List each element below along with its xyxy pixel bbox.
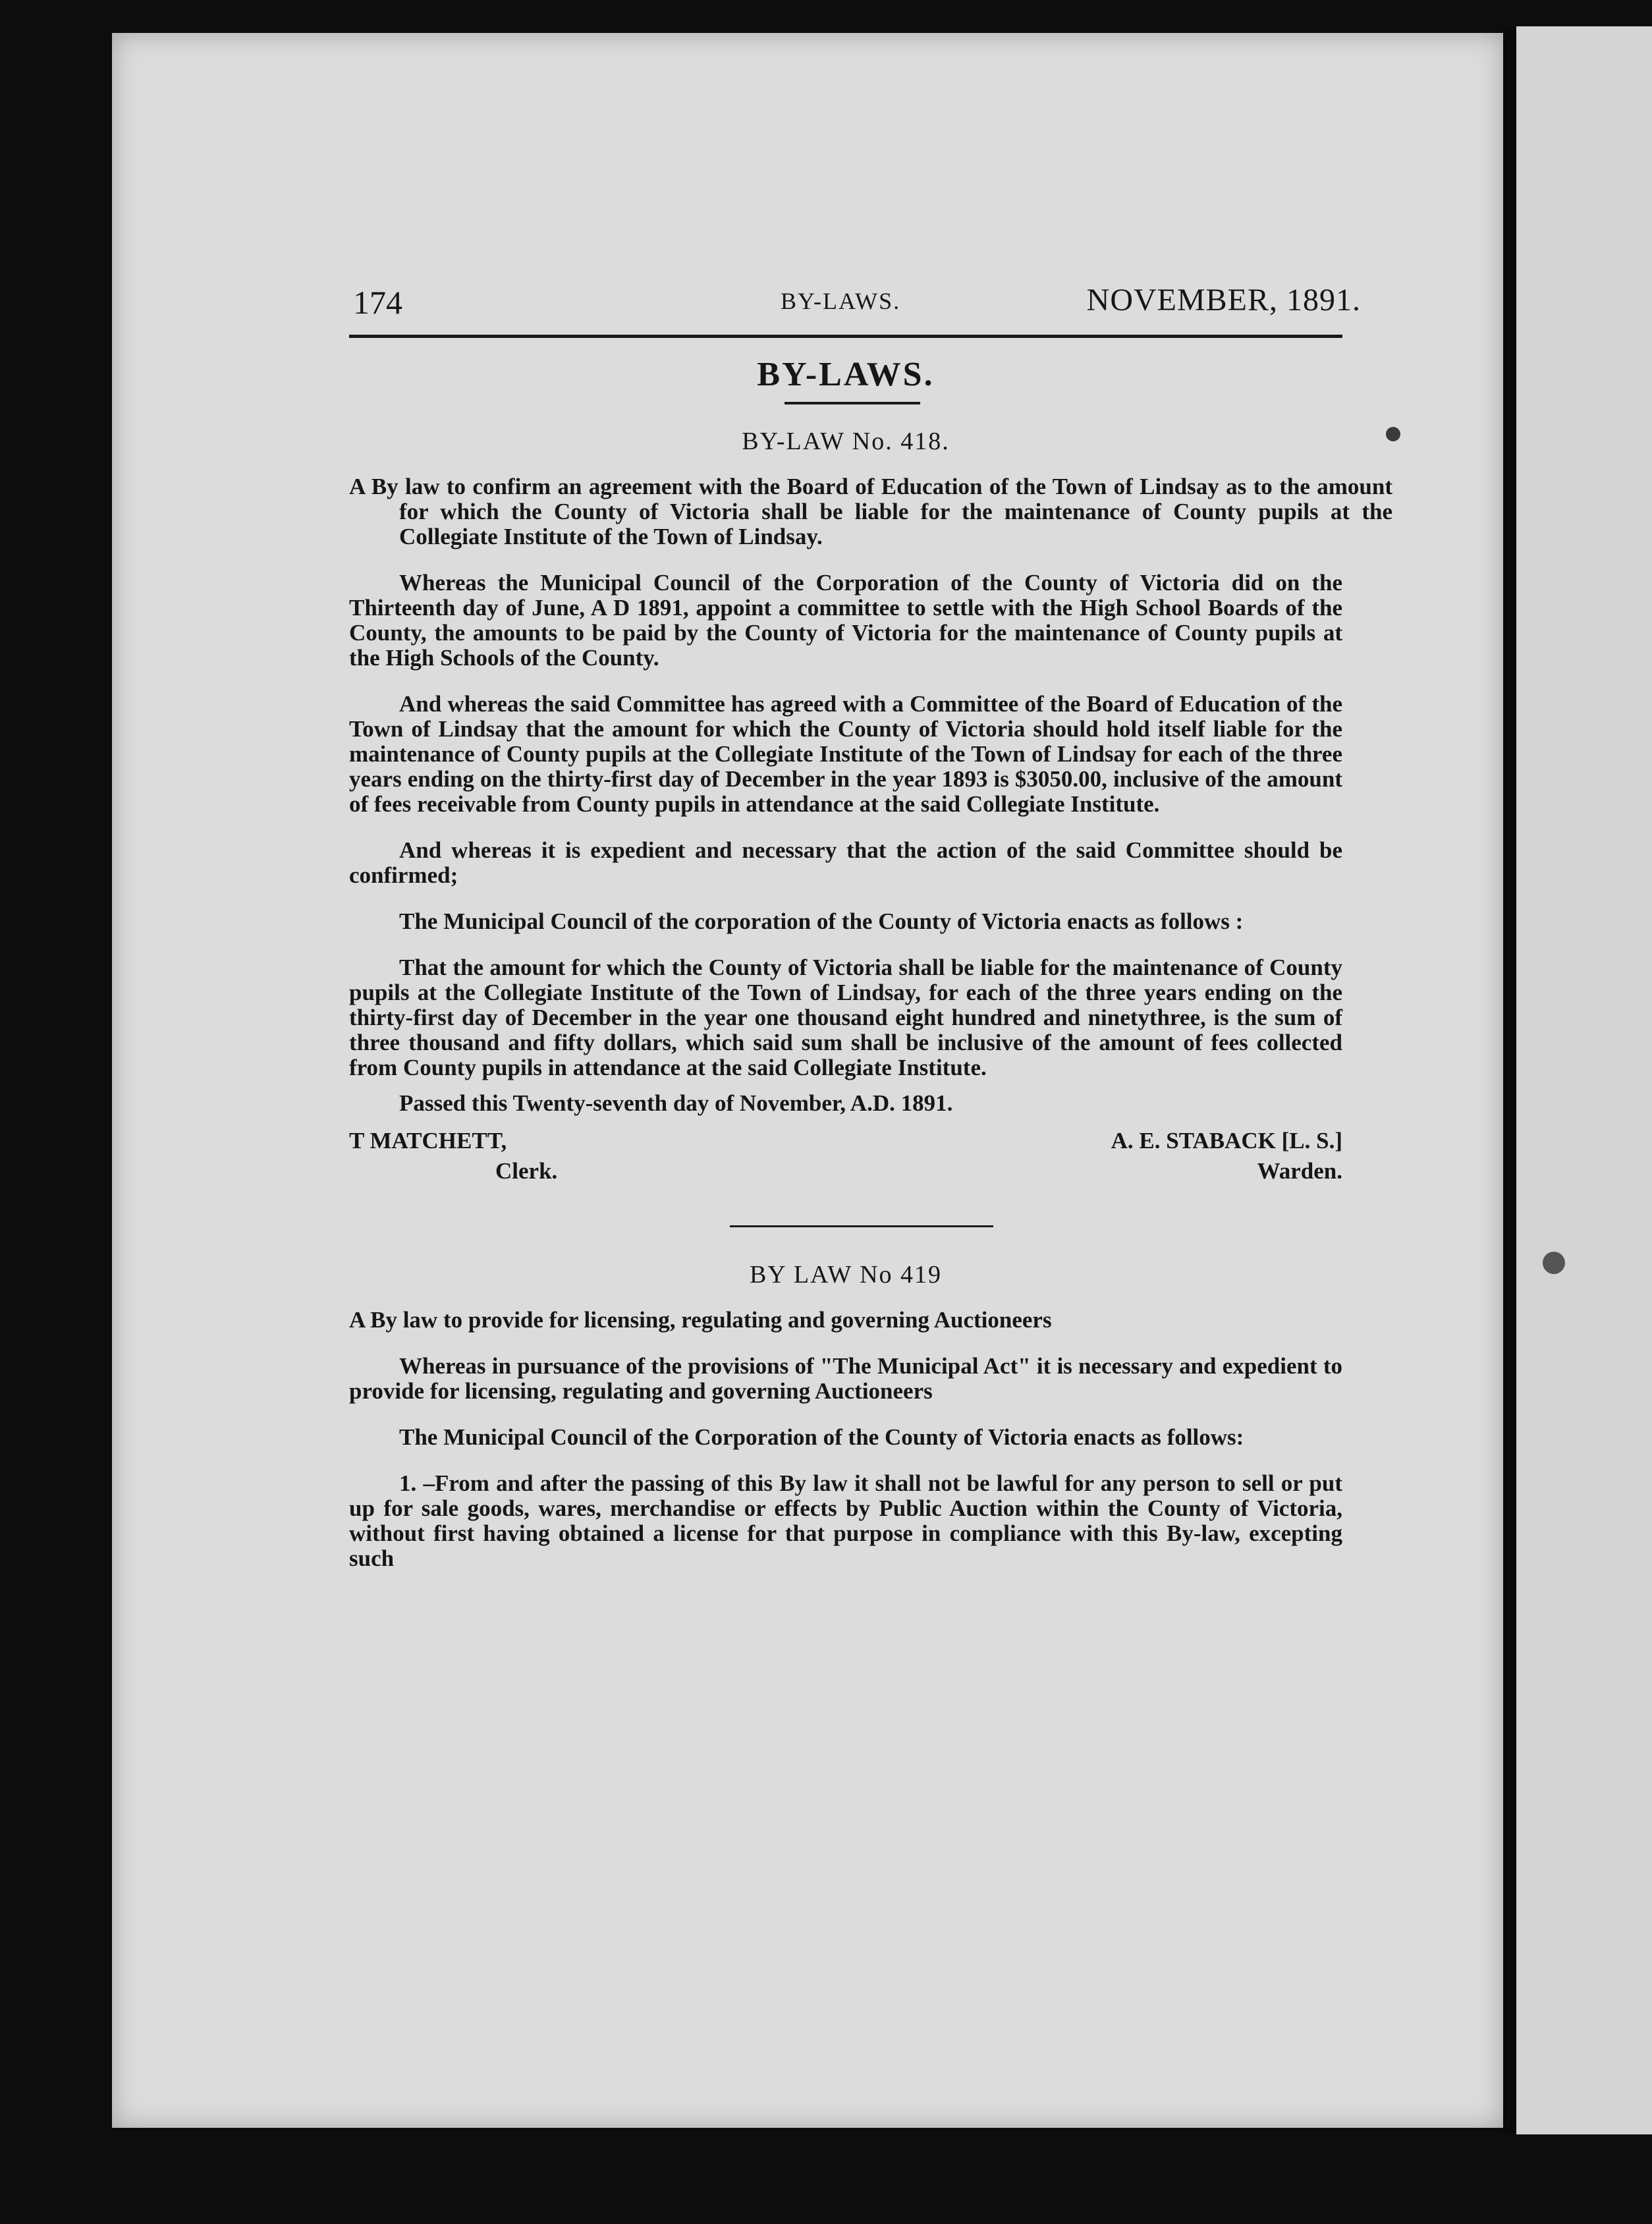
bylaw-419 bbox=[349, 1260, 1361, 1571]
running-header bbox=[349, 277, 1361, 323]
header-rule bbox=[349, 335, 1342, 338]
section-divider bbox=[730, 1225, 993, 1227]
bylaw-419-section-1: 1. –From and after the passing of this By law it shall not be lawful for any person to sell or put up for sale goods, wares, merchandise or effects by Public Auction within the County of Victoria, without first having obtained a license for that purpose in compliance with this By-law, excepting such bbox=[349, 1470, 1342, 1571]
clerk-name: T MATCHETT, bbox=[349, 1128, 507, 1154]
bylaw-418-heading: BY-LAW No. 418. bbox=[742, 428, 950, 455]
bylaw-419-heading: BY LAW No 419 bbox=[749, 1261, 943, 1289]
bylaw-418-passed-date: Passed this Twenty-seventh day of November, A.D. 1891. bbox=[399, 1090, 953, 1116]
warden-title: Warden. bbox=[1257, 1158, 1342, 1184]
running-date: NOVEMBER, 1891. bbox=[1086, 283, 1361, 318]
ink-spot bbox=[1386, 427, 1400, 441]
bylaw-418-paragraph: Whereas the Municipal Council of the Corporation of the County of Victoria did on the Thirteenth day of June, A D 1891, appoint a committee to settle with the High School Boards of the County, the amounts to be paid by the County of Victoria for the maintenance of County pupils at the High Schools of the County. bbox=[349, 570, 1342, 671]
signature-block bbox=[349, 1128, 1342, 1190]
running-section-title: BY-LAWS. bbox=[781, 288, 901, 314]
bylaw-419-paragraph: Whereas in pursuance of the provisions of "The Municipal Act" it is necessary and expedient to provide for licensing, regulating and governing Auctioneers bbox=[349, 1353, 1342, 1404]
clerk-title: Clerk. bbox=[495, 1158, 558, 1184]
page-number: 174 bbox=[353, 284, 402, 321]
ink-spot bbox=[1543, 1252, 1565, 1274]
bylaw-418-enactment: That the amount for which the County of Victoria shall be liable for the maintenance of County pupils at the Collegiate Institute of the Town of Lindsay, for each of the three years ending on the thirty-first day of December in the year one thousand eight hundred and ninetythree, is the sum of three thousand and fifty dollars, which said sum shall be inclusive of the amount of fees collected from County pupils in attendance at the said Collegiate Institute. bbox=[349, 955, 1342, 1080]
page-title: BY-LAWS. bbox=[757, 356, 935, 393]
bylaw-418-paragraph: And whereas the said Committee has agreed with a Committee of the Board of Education of the Town of Lindsay that the amount for which the County of Victoria should hold itself liable for the maintenance of County pupils at the Collegiate Institute of the Town of Lindsay for each of the three years ending on the thirty-first day of December in the year 1893 is $3050.00, inclusive of the amount of fees receivable from County pupils in attendance at the said Collegiate Institute. bbox=[349, 691, 1342, 817]
adjacent-page-edge bbox=[1516, 26, 1652, 2134]
bylaw-418-paragraph: And whereas it is expedient and necessary that the action of the said Committee should be confirmed; bbox=[349, 837, 1342, 888]
page-content bbox=[349, 277, 1392, 1571]
warden-name: A. E. STABACK [L. S.] bbox=[1111, 1128, 1342, 1154]
page-gutter bbox=[1503, 26, 1516, 2134]
bylaw-418-preamble: A By law to confirm an agreement with the Board of Education of the Town of Lindsay as to the amount for which the County of Victoria shall be liable for the maintenance of County pupils at the Collegiate Institute of the Town of Lindsay. bbox=[349, 474, 1392, 549]
bylaw-418 bbox=[349, 427, 1392, 1190]
bylaw-418-enacting-clause: The Municipal Council of the corporation of the County of Victoria enacts as follows : bbox=[399, 908, 1244, 934]
bylaw-419-enacting-clause: The Municipal Council of the Corporation of the County of Victoria enacts as follows: bbox=[399, 1424, 1244, 1450]
bylaw-419-preamble: A By law to provide for licensing, regulating and governing Auctioneers bbox=[349, 1307, 1052, 1333]
title-rule bbox=[785, 402, 920, 404]
